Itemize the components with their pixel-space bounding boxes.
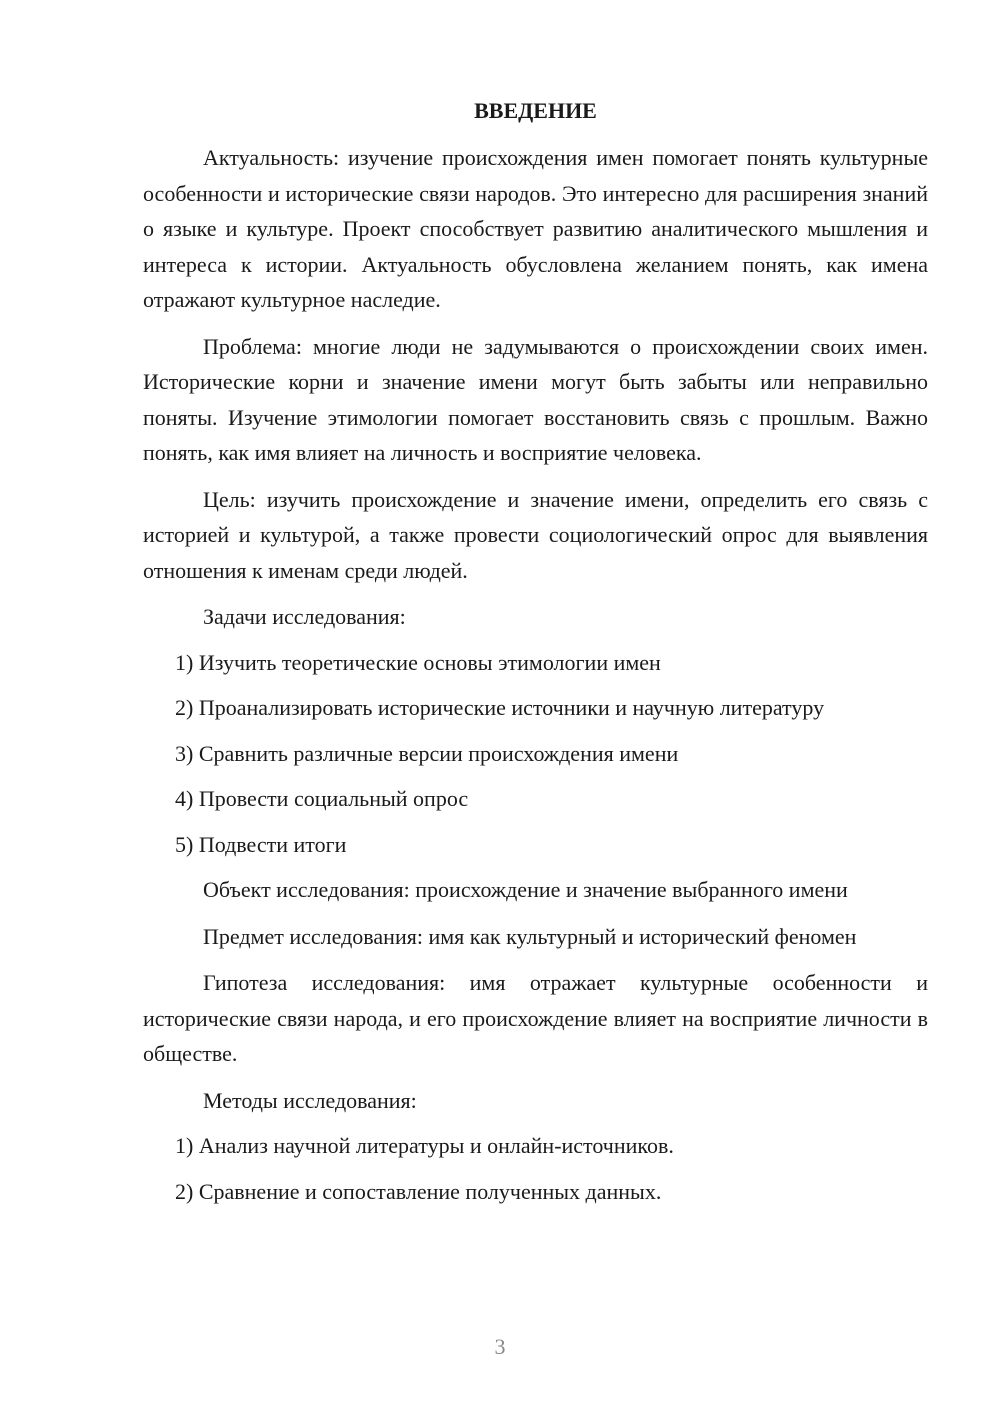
tasks-title: Задачи исследования: [203, 604, 406, 629]
list-item: 2) Сравнение и сопоставление полученных данных. [175, 1178, 662, 1204]
list-item: 4) Провести социальный опрос [175, 786, 469, 811]
section-heading: ВВЕДЕНИЕ [474, 98, 597, 123]
list-item: 2) Проанализировать исторические источники и научную литературу [175, 695, 825, 720]
goal-paragraph: Цель: изучить происхождение и значение имени, определить его связь с историей и культурой, а также провести социологический опрос для выявления отношения к именам среди людей. [143, 486, 928, 583]
tasks-list [143, 645, 928, 863]
list-item: 5) Подвести итоги [175, 831, 347, 857]
page-number: 3 [494, 1334, 506, 1359]
subject-paragraph: Предмет исследования: имя как культурный и исторический феномен [203, 923, 857, 949]
methods-title: Методы исследования: [203, 1087, 417, 1113]
list-item: 1) Анализ научной литературы и онлайн-источников. [175, 1133, 674, 1158]
document-page [143, 96, 928, 1219]
problem-paragraph: Проблема: многие люди не задумываются о происхождении своих имен. Исторические корни и значение имени могут быть забыты или неправильно поняты. Изучение этимологии помогает восстановить связь с прошлым. Важно понять, как имя влияет на личность и восприятие человека. [143, 333, 928, 465]
object-paragraph: Объект исследования: происхождение и значение выбранного имени [203, 877, 848, 902]
list-item: 1) Изучить теоретические основы этимологии имен [175, 649, 661, 675]
hypothesis-paragraph: Гипотеза исследования: имя отражает культурные особенности и исторические связи народа, и его происхождение влияет на восприятие личности в обществе. [143, 970, 928, 1066]
relevance-paragraph: Актуальность: изучение происхождения имен помогает понять культурные особенности и исторические связи народов. Это интересно для расширения знаний о языке и культуре. Проект способствует развитию аналитического мышления и интереса к истории. Актуальность обусловлена желанием понять, как имена отражают культурное наследие. [143, 145, 928, 312]
list-item: 3) Сравнить различные версии происхождения имени [175, 740, 679, 766]
methods-list [143, 1128, 928, 1209]
